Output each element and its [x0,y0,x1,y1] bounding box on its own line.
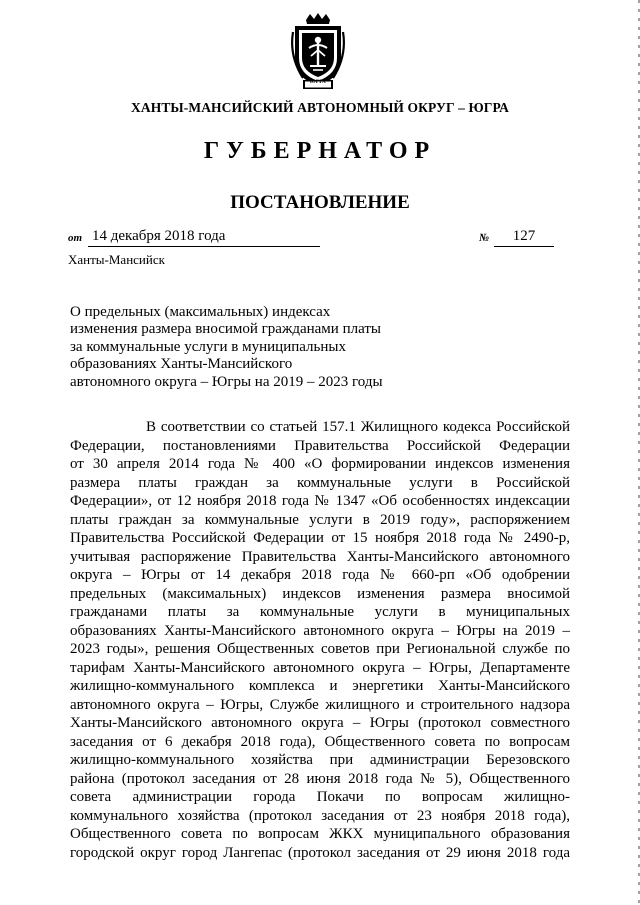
date-number-row [68,228,568,250]
body-line: Федерации, постановлениями Правительства Российской Федерации [70,437,570,454]
body-line: округа – Югры от 14 декабря 2018 года № 660-рп «Об одобрении [70,567,570,583]
body-line: городской округ город Лангепас (протокол заседания от 29 июня 2018 года [70,844,570,861]
body-line: совета администрации города Покачи по вопросам жилищно- [70,789,570,805]
body-line: Ханты-Мансийского автономного округа – Югры (протокол совместного [70,715,570,731]
coat-of-arms-icon [289,12,347,90]
document-subject [70,304,400,391]
body-line: образованиях Ханты-Мансийского автономного округа – Югры на 2019 – [70,622,570,639]
emblem-ribbon-text: ЮГРА [309,80,327,85]
body-line: 2023 годы», решения Общественных советов при Региональной службе по [70,641,570,657]
region-name: ХАНТЫ-МАНСИЙСКИЙ АВТОНОМНЫЙ ОКРУГ – ЮГРА [131,100,509,115]
body-line: Правительства Российской Федерации от 15 ноября 2018 года № 2490-р, [70,530,570,546]
document-body [70,418,570,862]
body-line: жилищно-коммунального хозяйства при администрации Березовского [70,752,570,768]
body-line: размера платы граждан за коммунальные услуги в Российской [70,474,570,491]
city-name: Ханты-Мансийск [68,252,165,267]
subject-line: изменения размера вносимой гражданами платы [70,321,381,338]
document-date: 14 декабря 2018 года [88,228,320,247]
page-title: ГУБЕРНАТОР [203,138,437,164]
body-line: жилищно-коммунального комплекса и энергетики Ханты-Мансийского [70,678,570,694]
body-line: гражданами платы за коммунальные услуги в муниципальных [70,604,570,620]
body-line: автономного округа – Югры, Службе жилищного и строительного надзора [70,696,570,713]
body-line: предельных (максимальных) индексов изменения размера вносимой [70,585,570,602]
body-line: Общественного совета по вопросам ЖКХ муниципального образования [70,826,570,842]
body-line: от 30 апреля 2014 года № 400 «О формировании индексов изменения [70,456,570,472]
body-line: учитывая распоряжение Правительства Ханты-Мансийского автономного [70,548,570,565]
body-line: В соответствии со статьей 157.1 Жилищного кодекса Российской [146,419,570,435]
subject-line: автономного округа – Югры на 2019 – 2023 годы [70,373,383,390]
subject-line: образованиях Ханты-Мансийского [70,356,293,373]
subject-line: за коммунальные услуги в муниципальных [70,338,346,355]
body-line: Федерации», от 12 ноября 2018 года № 1347 «Об особенностях индексации [70,493,570,509]
body-line: заседания от 6 декабря 2018 года), Общественного совета по вопросам [70,733,570,750]
document-number: 127 [494,228,554,247]
document-type: ПОСТАНОВЛЕНИЕ [230,192,410,213]
body-line: тарифам Ханты-Мансийского автономного округа – Югры, Департаменте [70,659,570,676]
date-label: от [68,232,83,244]
body-line: платы граждан за коммунальные услуги в 2019 году», распоряжением [70,511,570,528]
body-line: коммунального хозяйства (протокол заседания от 23 ноября 2018 года), [70,807,570,824]
body-line: района (протокол заседания от 28 июня 2018 года № 5), Общественного [70,770,570,787]
subject-line: О предельных (максимальных) индексах [70,304,331,320]
number-label: № [479,232,490,244]
